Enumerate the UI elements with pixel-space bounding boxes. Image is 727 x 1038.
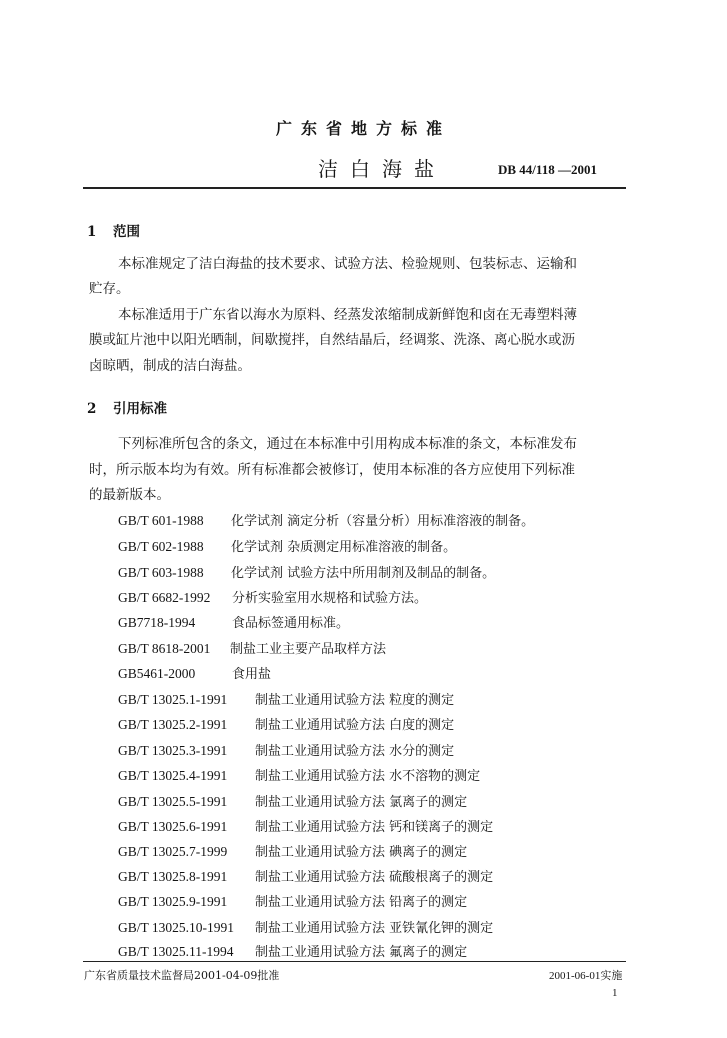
reference-item <box>118 510 204 529</box>
reference-code: GB/T 13025.3-1991 <box>118 743 228 758</box>
reference-item <box>118 917 234 936</box>
reference-item <box>118 891 227 910</box>
reference-title: 制盐工业通用试验方法 白度的测定 <box>255 718 455 733</box>
section-heading-scope <box>87 220 140 240</box>
reference-title: 制盐工业通用试验方法 水不溶物的测定 <box>255 769 481 784</box>
reference-item <box>118 941 234 960</box>
reference-title: 化学试剂 滴定分析（容量分析）用标准溶液的制备。 <box>231 514 535 529</box>
reference-title: 制盐工业通用试验方法 碘离子的测定 <box>255 845 468 860</box>
reference-title: 制盐工业通用试验方法 粒度的测定 <box>255 693 455 708</box>
section-number: 1 <box>87 224 97 240</box>
issuing-organization: 广东省地方标准 <box>275 119 451 138</box>
reference-code: GB/T 603-1988 <box>118 565 204 580</box>
reference-item <box>118 587 210 606</box>
paragraph-line: 卤晾晒，制成的洁白海盐。 <box>89 358 251 374</box>
reference-item <box>118 714 227 733</box>
reference-title: 制盐工业通用试验方法 硫酸根离子的测定 <box>255 870 494 885</box>
paragraph-line: 本标准规定了洁白海盐的技术要求、试验方法、检验规则、包装标志、运输和 <box>118 256 577 272</box>
reference-code: GB/T 13025.6-1991 <box>118 819 228 834</box>
paragraph-line: 贮存。 <box>89 281 130 297</box>
reference-item <box>118 740 227 759</box>
reference-title: 制盐工业主要产品取样方法 <box>230 642 387 657</box>
paragraph-line: 下列标准所包含的条文，通过在本标准中引用构成本标准的条文，本标准发布 <box>118 436 577 452</box>
reference-title: 制盐工业通用试验方法 氯离子的测定 <box>255 795 468 810</box>
section-title: 范围 <box>113 224 140 240</box>
reference-code: GB/T 13025.7-1999 <box>118 844 228 859</box>
reference-code: GB7718-1994 <box>118 615 196 630</box>
header-rule <box>83 187 626 189</box>
reference-title: 制盐工业通用试验方法 钙和镁离子的测定 <box>255 820 494 835</box>
reference-code: GB/T 13025.11-1994 <box>118 944 234 959</box>
reference-code: GB/T 13025.1-1991 <box>118 692 228 707</box>
reference-item <box>118 612 195 631</box>
reference-code: GB/T 13025.2-1991 <box>118 717 228 732</box>
section-heading-references <box>87 397 167 417</box>
paragraph-line: 膜或缸片池中以阳光晒制，间歇搅拌，自然结晶后，经调浆、洗涤、离心脱水或沥 <box>89 332 575 348</box>
reference-item <box>118 791 227 810</box>
implementation-date: 2001-06-01实施 <box>549 970 623 982</box>
reference-code: GB/T 13025.4-1991 <box>118 768 228 783</box>
reference-title: 制盐工业通用试验方法 亚铁氰化钾的测定 <box>255 921 494 936</box>
reference-code: GB/T 13025.10-1991 <box>118 920 235 935</box>
reference-title: 食用盐 <box>232 667 272 682</box>
reference-item <box>118 816 227 835</box>
document-title: 洁白海盐 <box>318 157 446 181</box>
reference-title: 食品标签通用标准。 <box>232 616 350 631</box>
footer-rule <box>83 961 626 962</box>
reference-title: 制盐工业通用试验方法 铅离子的测定 <box>255 895 468 910</box>
section-number: 2 <box>87 401 97 417</box>
reference-item <box>118 689 227 708</box>
reference-code: GB5461-2000 <box>118 666 196 681</box>
reference-title: 分析实验室用水规格和试验方法。 <box>232 591 428 606</box>
reference-item <box>118 663 195 682</box>
approval-note: 广东省质量技术监督局2001-04-09批准 <box>84 969 280 982</box>
section-title: 引用标准 <box>113 401 167 417</box>
paragraph-line: 时，所示版本均为有效。所有标准都会被修订，使用本标准的各方应使用下列标准 <box>89 462 575 478</box>
reference-code: GB/T 602-1988 <box>118 539 204 554</box>
paragraph-line: 本标准适用于广东省以海水为原料、经蒸发浓缩制成新鲜饱和卤在无毒塑料薄 <box>118 307 577 323</box>
reference-item <box>118 638 210 657</box>
reference-item <box>118 536 204 555</box>
reference-item <box>118 765 227 784</box>
reference-item <box>118 841 227 860</box>
standard-code: DB 44/118 —2001 <box>498 162 597 177</box>
reference-code: GB/T 13025.9-1991 <box>118 894 228 909</box>
reference-title: 制盐工业通用试验方法 水分的测定 <box>255 744 455 759</box>
paragraph-line: 的最新版本。 <box>89 487 170 503</box>
reference-code: GB/T 601-1988 <box>118 513 204 528</box>
page-number: 1 <box>612 987 618 999</box>
reference-code: GB/T 8618-2001 <box>118 641 211 656</box>
reference-code: GB/T 13025.8-1991 <box>118 869 228 884</box>
reference-title: 化学试剂 试验方法中所用制剂及制品的制备。 <box>231 566 496 581</box>
reference-title: 化学试剂 杂质测定用标准溶液的制备。 <box>231 540 457 555</box>
reference-code: GB/T 13025.5-1991 <box>118 794 228 809</box>
reference-item <box>118 562 204 581</box>
reference-item <box>118 866 227 885</box>
reference-code: GB/T 6682-1992 <box>118 590 211 605</box>
reference-title: 制盐工业通用试验方法 氟离子的测定 <box>255 945 468 960</box>
